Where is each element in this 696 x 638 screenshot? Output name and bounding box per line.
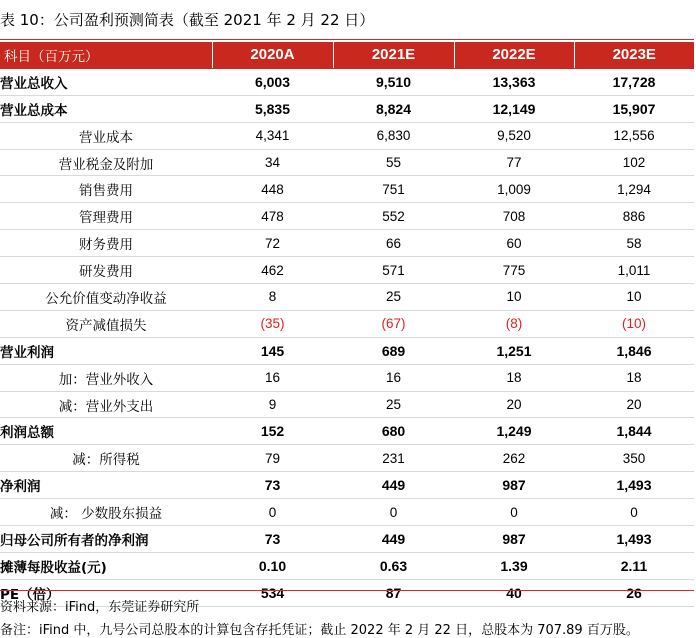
row-value: 20 <box>454 391 574 418</box>
row-value: 775 <box>454 257 574 284</box>
row-label: 营业成本 <box>0 122 212 149</box>
row-label: 研发费用 <box>0 257 212 284</box>
row-value: 552 <box>333 203 454 230</box>
header-cell-2022e: 2022E <box>454 42 574 68</box>
row-value: 145 <box>212 337 333 364</box>
row-value: 0 <box>454 499 574 526</box>
row-label: 公允价值变动净收益 <box>0 284 212 311</box>
row-value: 1,294 <box>574 176 694 203</box>
row-label: 减： 少数股东损益 <box>0 499 212 526</box>
row-label: 资产减值损失 <box>0 310 212 337</box>
row-value: 1,249 <box>454 418 574 445</box>
row-value: 1,009 <box>454 176 574 203</box>
row-value: 449 <box>333 526 454 553</box>
row-label: 销售费用 <box>0 176 212 203</box>
row-value: 0 <box>333 499 454 526</box>
table-row <box>0 552 694 579</box>
row-value: 0.63 <box>333 552 454 579</box>
row-value: 26 <box>574 579 694 606</box>
table-row <box>0 364 694 391</box>
table-row <box>0 176 694 203</box>
row-value: 58 <box>574 230 694 257</box>
table-row <box>0 230 694 257</box>
table-row <box>0 257 694 284</box>
row-label: 加：营业外收入 <box>0 364 212 391</box>
row-value: 16 <box>333 364 454 391</box>
table-row <box>0 68 694 95</box>
row-label: 营业利润 <box>0 337 212 364</box>
header-cell-2023e: 2023E <box>574 42 694 68</box>
row-label: 减：营业外支出 <box>0 391 212 418</box>
header-cell-2020a: 2020A <box>212 42 333 68</box>
row-value: 20 <box>574 391 694 418</box>
row-value: 87 <box>333 579 454 606</box>
table-row <box>0 526 694 553</box>
table-row <box>0 499 694 526</box>
row-value: 102 <box>574 149 694 176</box>
row-value: 12,149 <box>454 95 574 122</box>
row-value: 680 <box>333 418 454 445</box>
table-bottom-divider <box>0 590 694 591</box>
row-value: 1,846 <box>574 337 694 364</box>
row-value: 152 <box>212 418 333 445</box>
row-value: 25 <box>333 391 454 418</box>
row-value: 9,510 <box>333 68 454 95</box>
row-value: 571 <box>333 257 454 284</box>
row-value: 987 <box>454 472 574 499</box>
row-value: (8) <box>454 310 574 337</box>
row-value: 40 <box>454 579 574 606</box>
row-label: 利润总额 <box>0 418 212 445</box>
table-row <box>0 310 694 337</box>
table-row <box>0 149 694 176</box>
row-value: 55 <box>333 149 454 176</box>
row-value: 1,011 <box>574 257 694 284</box>
row-value: 1,493 <box>574 526 694 553</box>
table-row <box>0 391 694 418</box>
row-value: (67) <box>333 310 454 337</box>
row-value: 987 <box>454 526 574 553</box>
row-value: 1.39 <box>454 552 574 579</box>
table-row <box>0 95 694 122</box>
row-value: 708 <box>454 203 574 230</box>
row-value: 72 <box>212 230 333 257</box>
table-row <box>0 203 694 230</box>
table-row <box>0 445 694 472</box>
row-value: 0.10 <box>212 552 333 579</box>
row-value: 8 <box>212 284 333 311</box>
table-header-row <box>0 42 694 68</box>
row-value: 5,835 <box>212 95 333 122</box>
row-value: 1,251 <box>454 337 574 364</box>
row-value: 8,824 <box>333 95 454 122</box>
row-value: 6,830 <box>333 122 454 149</box>
row-value: 0 <box>574 499 694 526</box>
row-value: 9,520 <box>454 122 574 149</box>
row-value: 16 <box>212 364 333 391</box>
row-label: 财务费用 <box>0 230 212 257</box>
row-label: 净利润 <box>0 472 212 499</box>
row-value: 17,728 <box>574 68 694 95</box>
row-value: 231 <box>333 445 454 472</box>
remark-footnote: 备注：iFind 中，九号公司总股本的计算包含存托凭证；截止 2022 年 2 月 22 日，总股本为 707.89 百万股。 <box>0 623 639 638</box>
row-value: 448 <box>212 176 333 203</box>
row-value: 79 <box>212 445 333 472</box>
row-value: 66 <box>333 230 454 257</box>
row-label: 营业总成本 <box>0 95 212 122</box>
row-value: 449 <box>333 472 454 499</box>
row-value: 15,907 <box>574 95 694 122</box>
row-value: 34 <box>212 149 333 176</box>
table-title: 表 10：公司盈利预测简表（截至 2021 年 2 月 22 日） <box>0 11 375 29</box>
profit-forecast-table <box>0 42 694 607</box>
source-footnote: 资料来源：iFind，东莞证券研究所 <box>0 600 200 615</box>
row-value: 262 <box>454 445 574 472</box>
row-value: 462 <box>212 257 333 284</box>
table-row <box>0 418 694 445</box>
row-value: 1,493 <box>574 472 694 499</box>
row-value: 886 <box>574 203 694 230</box>
row-value: 2.11 <box>574 552 694 579</box>
row-value: 10 <box>454 284 574 311</box>
row-value: 77 <box>454 149 574 176</box>
row-value: 9 <box>212 391 333 418</box>
header-cell-2021e: 2021E <box>333 42 454 68</box>
row-value: 6,003 <box>212 68 333 95</box>
title-divider <box>0 39 694 40</box>
header-cell-subject: 科目（百万元） <box>0 42 212 68</box>
table-row <box>0 337 694 364</box>
row-label: 减：所得税 <box>0 445 212 472</box>
row-value: 0 <box>212 499 333 526</box>
row-value: 12,556 <box>574 122 694 149</box>
row-value: (35) <box>212 310 333 337</box>
row-value: 10 <box>574 284 694 311</box>
row-value: 60 <box>454 230 574 257</box>
row-label: PE（倍） <box>0 579 212 606</box>
row-label: 营业总收入 <box>0 68 212 95</box>
row-value: 350 <box>574 445 694 472</box>
row-value: 1,844 <box>574 418 694 445</box>
row-value: 689 <box>333 337 454 364</box>
row-label: 营业税金及附加 <box>0 149 212 176</box>
row-label: 归母公司所有者的净利润 <box>0 526 212 553</box>
table-row <box>0 284 694 311</box>
table-row <box>0 122 694 149</box>
table-row <box>0 472 694 499</box>
row-value: 73 <box>212 526 333 553</box>
row-value: (10) <box>574 310 694 337</box>
row-value: 751 <box>333 176 454 203</box>
row-label: 管理费用 <box>0 203 212 230</box>
table-body <box>0 68 694 606</box>
row-value: 534 <box>212 579 333 606</box>
row-value: 13,363 <box>454 68 574 95</box>
row-value: 478 <box>212 203 333 230</box>
row-value: 18 <box>574 364 694 391</box>
row-label: 摊薄每股收益(元) <box>0 552 212 579</box>
row-value: 25 <box>333 284 454 311</box>
row-value: 73 <box>212 472 333 499</box>
row-value: 4,341 <box>212 122 333 149</box>
row-value: 18 <box>454 364 574 391</box>
